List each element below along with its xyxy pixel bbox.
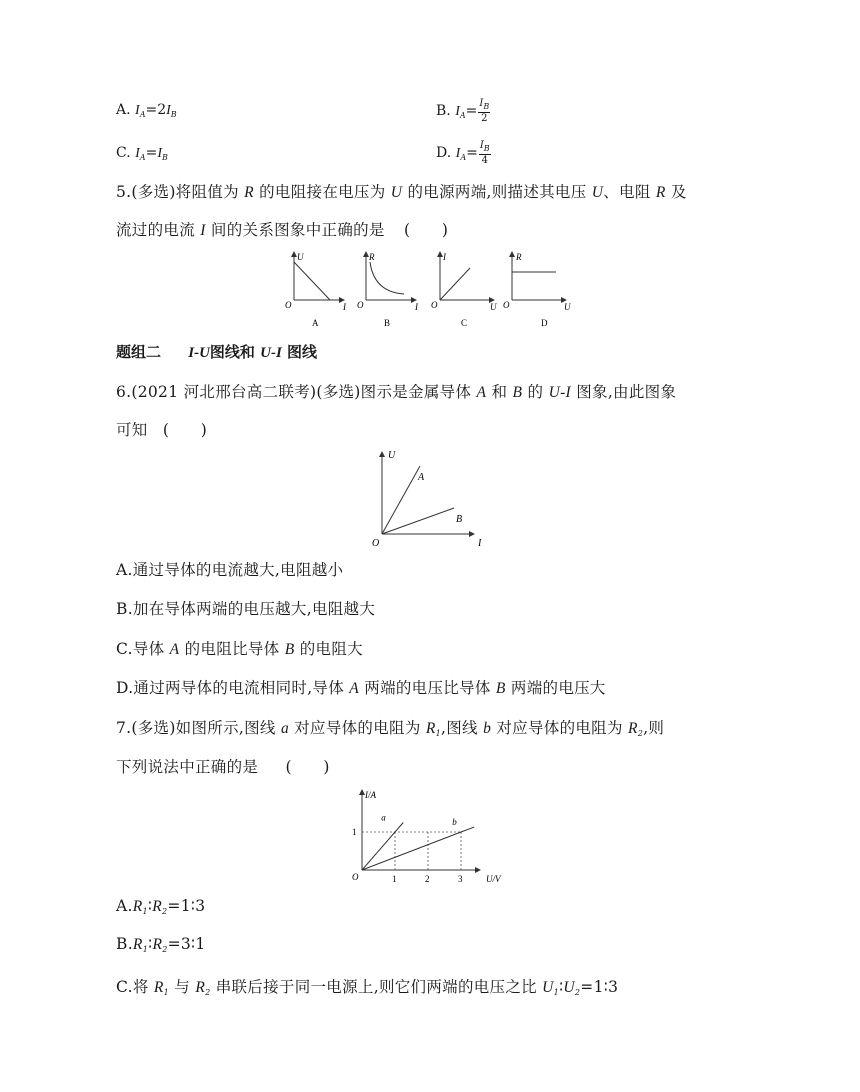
line-label-b: B [456,514,463,525]
q6-option-d: D.通过两导体的电流相同时,导体 A 两端的电压比导体 B 两端的电压大 [116,679,606,697]
answer-paren: ( ) [285,758,330,776]
answer-paren: ( ) [403,221,449,239]
q5a-line [294,262,330,300]
q7-chart [340,786,510,886]
graph-label: B [384,318,391,328]
q6-stem-line2: 可知 ( ) [116,421,208,439]
axis-label: I [478,538,482,549]
answer-paren: ( ) [162,421,208,439]
origin-label: O [352,872,359,882]
series-label-b: b [452,817,457,828]
q7-stem-line2: 下列说法中正确的是 ( ) [116,758,330,776]
y-tick-label: 1 [352,827,357,837]
q5-graphs [284,248,584,330]
q4-option-c: C. $I_A=I_B$ [116,145,168,162]
axis-label: U [388,450,396,461]
q5-graph-d [503,252,571,328]
x-axis-label: U/V [486,874,501,884]
axis-label: I [343,302,346,312]
graph-label: C [461,318,468,328]
q5-graph-b [357,252,419,328]
origin-label: O [431,300,438,310]
series-line-a [362,823,403,871]
origin-label: O [503,300,510,310]
q5-graph-c [431,252,497,328]
series-line-b [362,827,474,870]
q7-option-b: $B.R_1∶R_2=3∶1$ [116,935,206,954]
origin-label: O [372,538,380,549]
line-label-a: A [418,472,425,483]
graph-label: D [541,318,548,328]
q7-option-a: $A.R_1∶R_2=1∶3$ [116,897,206,916]
q7-stem-line1: 7.(多选)如图所示,图线 a 对应导体的电阻为 $R_1$,图线 b 对应导体的电阻为 $R_2$,则 [116,719,665,738]
origin-label: O [357,300,364,310]
series-label-a: a [381,812,386,823]
q4-option-a: A. $I_A=2I_B$ [116,102,177,119]
q6-stem-line1: 6.(2021 河北邢台高二联考)(多选)图示是金属导体 A 和 B 的 U-I 图象,由此图象 [116,383,677,401]
q5b-curve [370,262,404,294]
q4-option-d: D. $I_A=$ $\frac{I_B}{4}$ [436,140,490,166]
fraction: $\frac{I_B}{4}$ [479,140,490,166]
q6-option-a: A.通过导体的电流越大,电阻越小 [116,561,344,579]
q5-stem-line2: 流过的电流 I 间的关系图象中正确的是 ( ) [116,221,449,239]
axis-label: U [297,252,304,262]
q4-option-b: B. $I_A=$ $\frac{I_B}{2}$ [436,98,490,124]
x-tick-label: 1 [392,874,397,884]
axis-label: U [564,302,571,312]
q6-option-b: B.加在导体两端的电压越大,电阻越大 [116,600,376,618]
x-tick-label: 3 [458,874,463,884]
graph-label: A [312,318,319,328]
origin-label: O [285,300,292,310]
q6-line-b [382,508,454,534]
q6-line-a [382,466,420,534]
q5-stem-line1: 5.(多选)将阻值为 R 的电阻接在电压为 U 的电源两端,则描述其电压 U、电阻 R 及 [116,183,687,201]
section-heading: 题组二 I-U图线和 U-I 图线 [116,343,318,361]
y-axis-label: I/A [365,790,376,800]
q6-graph [370,446,490,550]
axis-label: I [443,252,446,262]
q7-option-c: C.将 $R_1$ 与 $R_2$ 串联后接于同一电源上,则它们两端的电压之比 $U_1∶U_2=1∶3$ [116,978,619,997]
axis-label: R [369,252,375,262]
q5-graph-a [285,252,347,328]
axis-label: R [516,252,522,262]
axis-label: I [415,302,418,312]
q6-option-c: C.导体 A 的电阻比导体 B 的电阻大 [116,640,363,658]
fraction: $\frac{I_B}{2}$ [479,98,490,124]
axis-label: U [490,302,497,312]
q5c-line [440,268,470,300]
x-tick-label: 2 [425,874,430,884]
